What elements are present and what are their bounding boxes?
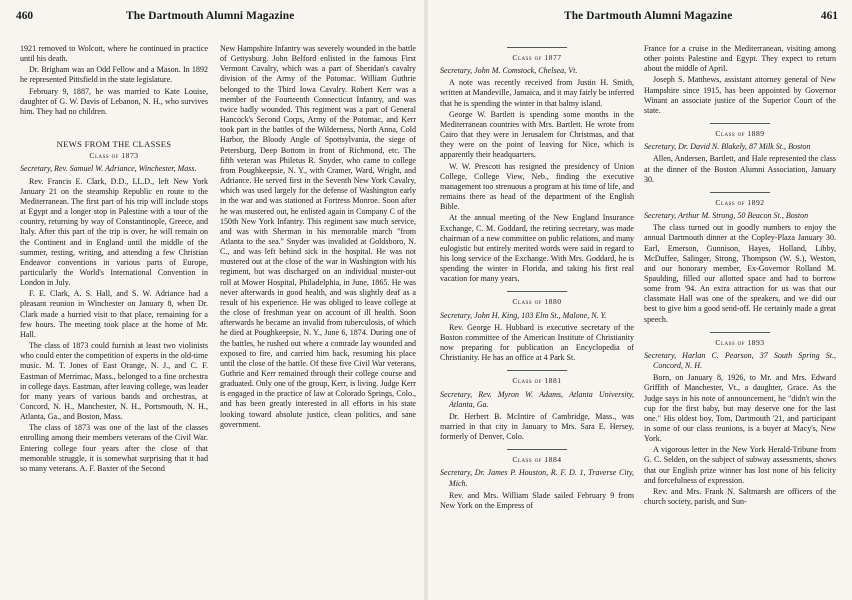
text-column: [20, 44, 208, 596]
paragraph: Joseph S. Matthews, assistant attorney general of New Hampshire since 1915, has been appointed by Governor Winant an associate justice of the Superior Court of the state.: [644, 75, 836, 115]
paragraph: Rev. George H. Hubbard is executive secretary of the Boston committee of the American Institute of Christianity now preparing for publication an Encyclopedia of Christianity. He has an office at 4 Park St.: [440, 322, 634, 363]
class-heading: Class of 1881: [512, 376, 562, 386]
secretary-line: Secretary, Dr. David N. Blakely, 87 Milk St., Boston: [644, 142, 811, 152]
paragraph: February 9, 1887, he was married to Kate Louise, daughter of G. W. Davis of Lebanon, N. H., who survives him. They had no children.: [20, 86, 208, 116]
paragraph: 1921 removed to Wolcott, where he continued in practice until his death.: [20, 44, 208, 64]
paragraph: Rev. and Mrs. Frank N. Saltmarsh are officers of the church society, parish, and Sun-: [644, 486, 836, 507]
class-heading: Class of 1884: [512, 455, 562, 465]
text-column: [644, 44, 836, 596]
right-page: [428, 0, 852, 600]
paragraph: Rev. Francis E. Clark, D.D., LL.D., left New York January 21 on the steamship Republic en route to the Mediterranean. The first part of his trip will include stops at Egypt and a longer stop in Palestine with a tour of the country, returning by way of Constantinople, Greece, and Italy. After this part of the trip is over, he will remain on the Continent and in England until the middle of the summer, resting, writing, and attending a few Christian Endeavor conventions in various parts of Europe, particularly the World's International Convention in London in July.: [20, 176, 208, 288]
secretary-line: Secretary, Arthur M. Strong, 50 Beacon St., Boston: [644, 211, 809, 221]
paragraph: W. W. Prescott has resigned the presidency of Union College, College View, Neb., finding the executive management too strenuous a program at his time of life, and remains there as head of the department of the English Bible.: [440, 161, 634, 212]
paragraph: The class of 1873 was one of the last of the classes enrolling among their members veterans of the Civil War. Entering college four years after the close of that memorable struggle, it is somewhat surprising that it had so many veterans. A. F. Baxter of the Second: [20, 423, 208, 473]
text-column: [220, 44, 416, 596]
class-heading: Class of 1893: [715, 337, 765, 347]
paragraph: Dr. Herbert B. McIntire of Cambridge, Mass., was married in that city in January to Mrs. Sara E. Hersey, formerly of Denver, Colo.: [440, 411, 634, 442]
paragraph: Born, on January 8, 1926, to Mr. and Mrs. Edward Griffith of Manchester, Vt., a daughter, Grace. As the Judge says in his note of announcement, he "didn't win the cup for the first baby, but may deserve one for the last one." His oldest boy, Tom, Dartmouth '21, and participant in some of our class reunions, is a buyer at Macy's, New York.: [644, 373, 836, 444]
right-page-header: [444, 8, 838, 28]
divider: [507, 291, 567, 292]
divider: [710, 192, 770, 193]
left-page-header: [16, 8, 410, 28]
divider: [507, 449, 567, 450]
paragraph: France for a cruise in the Mediterranean, visiting among other points Palestine and Egypt. They expect to return about the middle of April.: [644, 44, 836, 74]
paragraph: Allen, Andersen, Bartlett, and Hale represented the class at the dinner of the Boston Alumni Association, January 30.: [644, 154, 836, 184]
divider: [710, 123, 770, 124]
paragraph: George W. Bartlett is spending some months in the Mediterranean countries with Mrs. Bartlett. He wrote from Cairo that they were in Jerusalem for Christmas, and that they were on the point of leaving for Nice, which is apparently their headquarters.: [440, 109, 634, 160]
section-title: NEWS FROM THE CLASSES: [56, 139, 172, 150]
running-title: The Dartmouth Alumni Magazine: [126, 10, 295, 22]
text-column: [440, 44, 634, 596]
class-heading: Class of 1873: [89, 151, 139, 161]
paragraph: New Hampshire Infantry was severely wounded in the battle of Gettysburg. John Belford enlisted in the famous First Vermont Cavalry, which was a part of Sheridan's cavalry division of the Army of the Potomac. William Guthrie belonged to the Third Iowa Cavalry. Robert Kerr was a member of the Fourteenth Connecticut Infantry, and was twice badly wounded. This regiment was a part of General Hancock's Second Corps, Army of the Potomac, and Kerr took part in the battles of the Wilderness, North Anna, Cold Harbor, the Bloody Angle of Spottsylvania, the siege of Petersburg, Deep Bottom in front of Richmond, etc. The fifth veteran was Philetus R. Snyder, who came to college from Poughkeepsie, N. Y., with Cramer, Ward, Wright, and Adriance. He served first in the Seventh New York Cavalry, which was used largely for the defense of Washington early in the war and was stationed at Fortress Monroe. Soon after he was mustered out, he enlisted again in Company C of the 150th New York Infantry. This regiment saw much service, and was with Sherman in his memorable march "from Atlanta to the sea." Snyder was invalided at Goldsboro, N. C., and was left behind sick in the hospital. He was not mustered out at the close of the war in Washington with his regiment, but was discharged on an individual muster-out roll at Mower Hospital, Philadelphia, in June, 1865. He was never afterwards in good health, and was slightly deaf as a result of his experience. He was obliged to leave college at the close of freshman year on account of ill health. Soon afterwards he became an invalid from tuberculosis, of which he died at Poughkeepsie, N. Y., June 6, 1874. During one of the battles, he rushed out where a comrade lay wounded and exposed to fire, and carried him back, resuming his place until the close of the battle. Of these five Civil War veterans, Guthrie and Kerr remained through their college course and graduated. Only one of the group, Kerr, is living. Judge Kerr is engaged in the practice of law at Colorado Springs, Colo., and has been greatly interested in all efforts in his state looking toward absolute justice, clean politics, and sane government.: [220, 44, 416, 429]
paragraph: At the annual meeting of the New England Insurance Exchange, C. M. Goddard, the retiring secretary, was made chairman of a new committee on public relations, and many eulogistic but entirely merited words were said in regard to his long service of the Exchange. With Mrs. Goddard, he is spending the winter in Florida, and taking his first real vacation for many years.: [440, 213, 634, 284]
divider: [507, 370, 567, 371]
paragraph: F. E. Clark, A. S. Hall, and S. W. Adriance had a pleasant reunion in Winchester on January 8, when Dr. Clark made a hurried visit to that place, remaining for a few hours. The meeting took place at the home of Mr. Hall.: [20, 289, 208, 339]
class-heading: Class of 1877: [512, 53, 562, 62]
paragraph: The class of 1873 could furnish at least two violinists who could enter the competition of experts in the old-time music. M. T. Jones of East Orange, N. J., and C. F. Eastman of Merrimac, Mass., belonged to a fine orchestra in college days. Eastman, after leaving college, was leader for many years of various bands and orchestras, at Concord, N. H., Manchester, N. H., Portsmouth, N. H., Atlanta, Ga., and Boston, Mass.: [20, 341, 208, 422]
running-title: The Dartmouth Alumni Magazine: [564, 10, 733, 22]
left-page: [0, 0, 424, 600]
secretary-line: Secretary, Rev. Samuel W. Adriance, Winchester, Mass.: [20, 164, 197, 174]
secretary-line: Secretary, John H. King, 103 Elm St., Malone, N. Y.: [440, 310, 607, 320]
divider: [710, 332, 770, 333]
class-heading: Class of 1889: [715, 129, 765, 139]
class-heading: Class of 1880: [512, 297, 562, 307]
paragraph: A vigorous letter in the New York Herald-Tribune from G. C. Selden, on the subject of subway assessments, shows that our English prize winner has lost none of his felicity and forcefulness of expression.: [644, 445, 836, 485]
divider: [507, 47, 567, 48]
secretary-line: Secretary, Rev. Myron W. Adams, Atlanta University, Atlanta, Ga.: [440, 389, 634, 409]
secretary-line: Secretary, Harlan C. Pearson, 37 South Spring St., Concord, N. H.: [644, 350, 836, 371]
paragraph: A note was recently received from Justin H. Smith, written at Mandeville, Jamaica, and it may fairly be inferred that he is spending the winter in that balmy island.: [440, 78, 634, 108]
secretary-line: Secretary, Dr. James P. Houston, R. F. D. 1, Traverse City, Mich.: [440, 468, 634, 488]
page-number: 460: [16, 10, 34, 22]
secretary-line: Secretary, John M. Comstock, Chelsea, Vt.: [440, 66, 578, 76]
paragraph: Dr. Brigham was an Odd Fellow and a Mason. In 1892 he represented Pittsfield in the state legislature.: [20, 65, 208, 85]
paragraph: Rev. and Mrs. William Slade sailed February 9 from New York on the Empress of: [440, 490, 634, 510]
class-heading: Class of 1892: [715, 197, 765, 207]
paragraph: The class turned out in goodly numbers to enjoy the annual Dartmouth dinner at the Copley-Plaza January 30. Earl, Emerson, Gunnison, Hayes, Holland, Libby, McDuffee, Salinger, Strong, Thompson (W. S.), Weston, and our honorary member, Ex-Governor Rolland M. Spaulding, filled our allotted space and had to borrow some from '94. An extra attraction for us was that our classmate Hall was one of the speakers, and we did our best to give him a good send-off. He certainly made a great speech.: [644, 223, 836, 324]
page-number: 461: [820, 10, 838, 22]
